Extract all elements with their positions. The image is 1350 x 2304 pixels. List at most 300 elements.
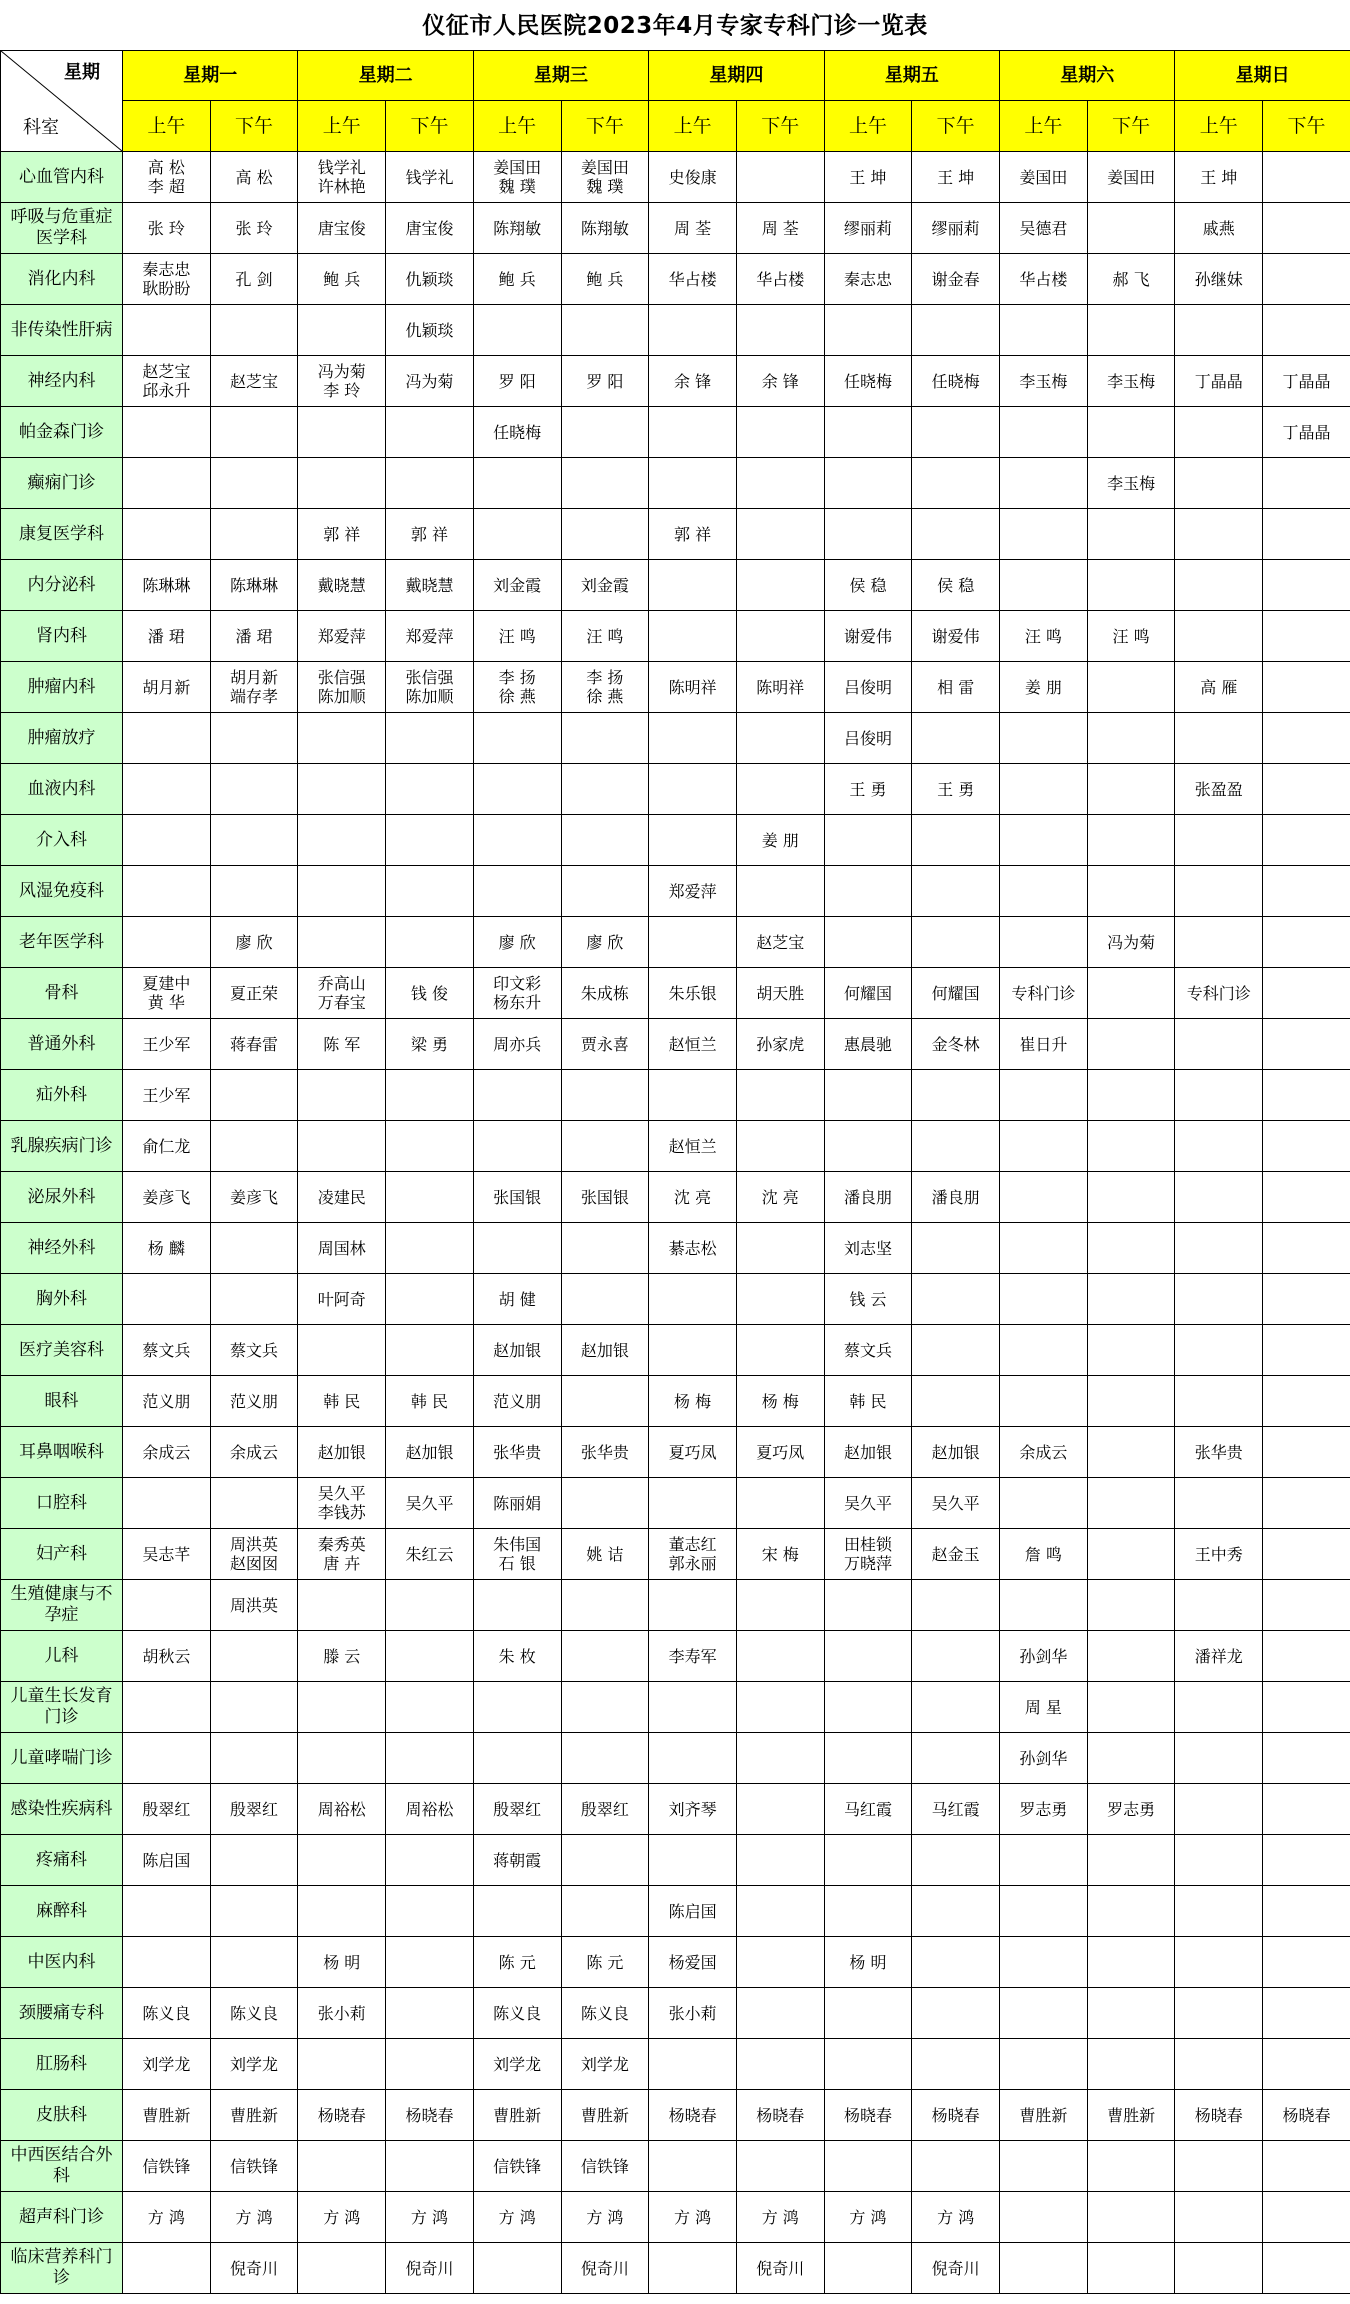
doctor-cell: 陈丽娟: [473, 1478, 561, 1529]
doctor-cell: [912, 305, 1000, 356]
doctor-cell: [824, 1070, 912, 1121]
doctor-cell: [123, 1937, 211, 1988]
department-name: 介入科: [1, 815, 123, 866]
doctor-cell: [912, 1835, 1000, 1886]
doctor-cell: [1175, 2192, 1263, 2243]
doctor-cell: [736, 509, 824, 560]
doctor-cell: [1087, 1427, 1175, 1478]
doctor-cell: [1175, 1886, 1263, 1937]
doctor-cell: [1263, 1682, 1350, 1733]
doctor-cell: [1263, 560, 1350, 611]
doctor-cell: [386, 1070, 474, 1121]
department-name: 临床营养科门诊: [1, 2243, 123, 2294]
doctor-cell: 张小莉: [649, 1988, 737, 2039]
doctor-cell: [473, 1070, 561, 1121]
doctor-cell: [1087, 509, 1175, 560]
doctor-cell: [1087, 1835, 1175, 1886]
doctor-cell: 李寿军: [649, 1631, 737, 1682]
doctor-cell: [824, 1886, 912, 1937]
doctor-cell: [1175, 1835, 1263, 1886]
department-name: 康复医学科: [1, 509, 123, 560]
doctor-cell: [561, 1121, 649, 1172]
doctor-cell: [1000, 2141, 1088, 2192]
afternoon-header: 下午: [736, 101, 824, 152]
doctor-cell: [210, 1886, 298, 1937]
doctor-cell: [386, 1172, 474, 1223]
department-name: 血液内科: [1, 764, 123, 815]
doctor-cell: [824, 1682, 912, 1733]
doctor-cell: 郑爱萍: [649, 866, 737, 917]
doctor-cell: [473, 509, 561, 560]
doctor-cell: [736, 1274, 824, 1325]
doctor-cell: 陈义良: [210, 1988, 298, 2039]
doctor-cell: 曹胜新: [210, 2090, 298, 2141]
doctor-cell: 张华贵: [561, 1427, 649, 1478]
department-name: 口腔科: [1, 1478, 123, 1529]
doctor-cell: [1000, 1580, 1088, 1631]
doctor-cell: [912, 1631, 1000, 1682]
doctor-cell: [210, 713, 298, 764]
doctor-cell: [561, 407, 649, 458]
department-name: 内分泌科: [1, 560, 123, 611]
doctor-cell: 杨 梅: [736, 1376, 824, 1427]
doctor-cell: [561, 1070, 649, 1121]
doctor-cell: 周国林: [298, 1223, 386, 1274]
doctor-cell: [1087, 560, 1175, 611]
department-name: 儿童哮喘门诊: [1, 1733, 123, 1784]
doctor-cell: 潘良朋: [824, 1172, 912, 1223]
morning-header: 上午: [824, 101, 912, 152]
doctor-cell: 谢金春: [912, 254, 1000, 305]
doctor-cell: [123, 305, 211, 356]
doctor-cell: 朱乐银: [649, 968, 737, 1019]
doctor-cell: 张华贵: [1175, 1427, 1263, 1478]
doctor-cell: [298, 1121, 386, 1172]
doctor-cell: 韩 民: [298, 1376, 386, 1427]
doctor-cell: [123, 1733, 211, 1784]
doctor-cell: 罗 阳: [473, 356, 561, 407]
doctor-cell: [1087, 1019, 1175, 1070]
doctor-cell: [649, 1070, 737, 1121]
doctor-cell: [1087, 815, 1175, 866]
corner-dept-label: 科室: [23, 117, 59, 138]
doctor-cell: [1263, 1784, 1350, 1835]
doctor-cell: [1263, 2243, 1350, 2294]
doctor-cell: [824, 2141, 912, 2192]
doctor-cell: [1175, 560, 1263, 611]
doctor-cell: [1087, 1121, 1175, 1172]
department-row: [1, 1580, 1350, 1631]
doctor-cell: 赵加银: [912, 1427, 1000, 1478]
doctor-cell: [824, 407, 912, 458]
doctor-cell: [210, 407, 298, 458]
doctor-cell: 王少军: [123, 1019, 211, 1070]
department-name: 疝外科: [1, 1070, 123, 1121]
doctor-cell: [736, 1580, 824, 1631]
doctor-cell: 马红霞: [912, 1784, 1000, 1835]
doctor-cell: 赵加银: [298, 1427, 386, 1478]
doctor-cell: [123, 509, 211, 560]
doctor-cell: [123, 1682, 211, 1733]
doctor-cell: [1263, 509, 1350, 560]
doctor-cell: 乔高山 万春宝: [298, 968, 386, 1019]
doctor-cell: 吴志芊: [123, 1529, 211, 1580]
doctor-cell: 张华贵: [473, 1427, 561, 1478]
doctor-cell: [1263, 203, 1350, 254]
doctor-cell: 赵加银: [561, 1325, 649, 1376]
doctor-cell: 倪奇川: [561, 2243, 649, 2294]
doctor-cell: [473, 866, 561, 917]
doctor-cell: [1175, 1478, 1263, 1529]
doctor-cell: [386, 2141, 474, 2192]
doctor-cell: [1000, 1988, 1088, 2039]
doctor-cell: [298, 1682, 386, 1733]
doctor-cell: [649, 764, 737, 815]
doctor-cell: 姜 朋: [1000, 662, 1088, 713]
morning-header: 上午: [1000, 101, 1088, 152]
doctor-cell: 蔡文兵: [210, 1325, 298, 1376]
doctor-cell: 夏巧凤: [649, 1427, 737, 1478]
doctor-cell: [1087, 2039, 1175, 2090]
doctor-cell: [1263, 1580, 1350, 1631]
department-name: 眼科: [1, 1376, 123, 1427]
doctor-cell: 杨晓春: [912, 2090, 1000, 2141]
department-row: [1, 1223, 1350, 1274]
doctor-cell: [1175, 458, 1263, 509]
doctor-cell: 陈启国: [123, 1835, 211, 1886]
doctor-cell: [298, 2141, 386, 2192]
doctor-cell: [473, 1121, 561, 1172]
doctor-cell: [736, 713, 824, 764]
doctor-cell: 方 鸿: [123, 2192, 211, 2243]
doctor-cell: 谢爱伟: [824, 611, 912, 662]
doctor-cell: [912, 815, 1000, 866]
doctor-cell: 秦志忠: [824, 254, 912, 305]
doctor-cell: 姜国田: [1000, 152, 1088, 203]
doctor-cell: 史俊康: [649, 152, 737, 203]
doctor-cell: 朱 枚: [473, 1631, 561, 1682]
doctor-cell: [123, 713, 211, 764]
doctor-cell: 任晓梅: [912, 356, 1000, 407]
doctor-cell: [649, 1733, 737, 1784]
doctor-cell: [736, 1784, 824, 1835]
doctor-cell: 殷翠红: [210, 1784, 298, 1835]
doctor-cell: [1175, 1376, 1263, 1427]
doctor-cell: [1263, 1223, 1350, 1274]
doctor-cell: 姜 朋: [736, 815, 824, 866]
doctor-cell: 方 鸿: [210, 2192, 298, 2243]
doctor-cell: [561, 1835, 649, 1886]
department-row: [1, 1733, 1350, 1784]
department-name: 普通外科: [1, 1019, 123, 1070]
doctor-cell: [1175, 713, 1263, 764]
doctor-cell: [210, 1070, 298, 1121]
doctor-cell: [1087, 1529, 1175, 1580]
doctor-cell: [1263, 152, 1350, 203]
doctor-cell: [1175, 1172, 1263, 1223]
doctor-cell: [123, 1580, 211, 1631]
doctor-cell: [1000, 1937, 1088, 1988]
doctor-cell: [473, 713, 561, 764]
doctor-cell: [1263, 662, 1350, 713]
doctor-cell: [473, 815, 561, 866]
doctor-cell: [1263, 254, 1350, 305]
doctor-cell: [824, 866, 912, 917]
doctor-cell: 周 荃: [736, 203, 824, 254]
doctor-cell: [912, 1733, 1000, 1784]
doctor-cell: 贾永喜: [561, 1019, 649, 1070]
doctor-cell: [1175, 1682, 1263, 1733]
doctor-cell: [298, 305, 386, 356]
doctor-cell: 专科门诊: [1000, 968, 1088, 1019]
doctor-cell: 王 勇: [912, 764, 1000, 815]
doctor-cell: [1087, 1223, 1175, 1274]
department-name: 泌尿外科: [1, 1172, 123, 1223]
doctor-cell: 詹 鸣: [1000, 1529, 1088, 1580]
doctor-cell: 廖 欣: [210, 917, 298, 968]
department-row: [1, 407, 1350, 458]
doctor-cell: 信铁锋: [123, 2141, 211, 2192]
doctor-cell: [736, 1733, 824, 1784]
doctor-cell: 陈义良: [123, 1988, 211, 2039]
doctor-cell: [1000, 509, 1088, 560]
doctor-cell: [1000, 407, 1088, 458]
department-row: [1, 458, 1350, 509]
doctor-cell: [1175, 407, 1263, 458]
doctor-cell: [210, 458, 298, 509]
doctor-cell: [561, 1733, 649, 1784]
doctor-cell: 惠晨驰: [824, 1019, 912, 1070]
doctor-cell: [736, 2039, 824, 2090]
department-row: [1, 1427, 1350, 1478]
doctor-cell: [473, 1682, 561, 1733]
doctor-cell: 钱学礼: [386, 152, 474, 203]
doctor-cell: 郭 祥: [649, 509, 737, 560]
doctor-cell: [1263, 1529, 1350, 1580]
doctor-cell: 王 坤: [1175, 152, 1263, 203]
doctor-cell: 朱红云: [386, 1529, 474, 1580]
doctor-cell: [1087, 968, 1175, 1019]
doctor-cell: [649, 1478, 737, 1529]
doctor-cell: [1000, 1121, 1088, 1172]
morning-header: 上午: [649, 101, 737, 152]
doctor-cell: 潘良朋: [912, 1172, 1000, 1223]
doctor-cell: 周 星: [1000, 1682, 1088, 1733]
doctor-cell: [298, 407, 386, 458]
doctor-cell: [1087, 203, 1175, 254]
department-name: 非传染性肝病: [1, 305, 123, 356]
doctor-cell: 韩 民: [386, 1376, 474, 1427]
doctor-cell: 缪丽莉: [824, 203, 912, 254]
doctor-cell: [1000, 1274, 1088, 1325]
doctor-cell: 张信强 陈加顺: [298, 662, 386, 713]
doctor-cell: [386, 1631, 474, 1682]
doctor-cell: [1000, 2192, 1088, 2243]
doctor-cell: 姜彦飞: [123, 1172, 211, 1223]
doctor-cell: [1087, 1580, 1175, 1631]
doctor-cell: [1087, 305, 1175, 356]
doctor-cell: [561, 1580, 649, 1631]
day-header: 星期四: [649, 51, 824, 101]
doctor-cell: [386, 1274, 474, 1325]
doctor-cell: 陈琳琳: [123, 560, 211, 611]
doctor-cell: [1263, 1121, 1350, 1172]
doctor-cell: 华占楼: [1000, 254, 1088, 305]
department-row: [1, 1478, 1350, 1529]
doctor-cell: [123, 815, 211, 866]
doctor-cell: 秦秀英 唐 卉: [298, 1529, 386, 1580]
doctor-cell: [736, 1886, 824, 1937]
doctor-cell: [1263, 968, 1350, 1019]
doctor-cell: 谢爱伟: [912, 611, 1000, 662]
doctor-cell: 廖 欣: [561, 917, 649, 968]
doctor-cell: 廖 欣: [473, 917, 561, 968]
afternoon-header: 下午: [912, 101, 1000, 152]
doctor-cell: [736, 458, 824, 509]
doctor-cell: [386, 1835, 474, 1886]
doctor-cell: 陈 元: [561, 1937, 649, 1988]
doctor-cell: [298, 2243, 386, 2294]
doctor-cell: 信铁锋: [210, 2141, 298, 2192]
doctor-cell: [824, 1580, 912, 1631]
doctor-cell: [1000, 1325, 1088, 1376]
department-row: [1, 1937, 1350, 1988]
doctor-cell: [473, 458, 561, 509]
doctor-cell: 沈 亮: [649, 1172, 737, 1223]
doctor-cell: 殷翠红: [473, 1784, 561, 1835]
doctor-cell: [912, 2039, 1000, 2090]
doctor-cell: [561, 1223, 649, 1274]
doctor-cell: 姚 诘: [561, 1529, 649, 1580]
doctor-cell: [736, 1478, 824, 1529]
doctor-cell: 方 鸿: [298, 2192, 386, 2243]
day-header: 星期五: [824, 51, 999, 101]
doctor-cell: [649, 407, 737, 458]
doctor-cell: 吕俊明: [824, 713, 912, 764]
day-header: 星期二: [298, 51, 473, 101]
doctor-cell: [1175, 611, 1263, 662]
doctor-cell: [912, 1682, 1000, 1733]
doctor-cell: [736, 1121, 824, 1172]
doctor-cell: [1087, 1478, 1175, 1529]
doctor-cell: [561, 1376, 649, 1427]
doctor-cell: [1263, 1733, 1350, 1784]
doctor-cell: [1000, 1070, 1088, 1121]
doctor-cell: [912, 407, 1000, 458]
doctor-cell: 刘学龙: [123, 2039, 211, 2090]
doctor-cell: 周裕松: [386, 1784, 474, 1835]
doctor-cell: [1175, 1937, 1263, 1988]
doctor-cell: [123, 1886, 211, 1937]
doctor-cell: 韩 民: [824, 1376, 912, 1427]
department-row: [1, 917, 1350, 968]
doctor-cell: 杨晓春: [386, 2090, 474, 2141]
doctor-cell: [1175, 1325, 1263, 1376]
doctor-cell: 周洪英: [210, 1580, 298, 1631]
doctor-cell: [210, 1937, 298, 1988]
doctor-cell: 崔日升: [1000, 1019, 1088, 1070]
doctor-cell: [912, 866, 1000, 917]
doctor-cell: 任晓梅: [824, 356, 912, 407]
department-row: [1, 2192, 1350, 2243]
doctor-cell: 蒋春雷: [210, 1019, 298, 1070]
doctor-cell: 张国银: [561, 1172, 649, 1223]
doctor-cell: 赵芝宝 邱永升: [123, 356, 211, 407]
doctor-cell: 夏巧凤: [736, 1427, 824, 1478]
day-header: 星期日: [1175, 51, 1350, 101]
doctor-cell: [1000, 764, 1088, 815]
department-row: [1, 2243, 1350, 2294]
department-name: 疼痛科: [1, 1835, 123, 1886]
doctor-cell: 周亦兵: [473, 1019, 561, 1070]
doctor-cell: [298, 458, 386, 509]
doctor-cell: [824, 305, 912, 356]
department-name: 风湿免疫科: [1, 866, 123, 917]
doctor-cell: 钱 云: [824, 1274, 912, 1325]
doctor-cell: [298, 1325, 386, 1376]
doctor-cell: [1175, 509, 1263, 560]
doctor-cell: [736, 1325, 824, 1376]
doctor-cell: [912, 458, 1000, 509]
doctor-cell: [912, 1325, 1000, 1376]
doctor-cell: 倪奇川: [210, 2243, 298, 2294]
doctor-cell: [386, 407, 474, 458]
doctor-cell: [561, 509, 649, 560]
doctor-cell: [473, 1733, 561, 1784]
doctor-cell: 丁晶晶: [1263, 407, 1350, 458]
doctor-cell: 郝 飞: [1087, 254, 1175, 305]
doctor-cell: [912, 1886, 1000, 1937]
doctor-cell: [1000, 560, 1088, 611]
doctor-cell: [1000, 458, 1088, 509]
department-row: [1, 1835, 1350, 1886]
doctor-cell: [1000, 866, 1088, 917]
doctor-cell: [649, 815, 737, 866]
department-row: [1, 1019, 1350, 1070]
doctor-cell: [1087, 2243, 1175, 2294]
doctor-cell: [1263, 2141, 1350, 2192]
doctor-cell: [649, 917, 737, 968]
doctor-cell: [473, 1223, 561, 1274]
doctor-cell: [1263, 1325, 1350, 1376]
doctor-cell: [824, 917, 912, 968]
doctor-cell: [736, 407, 824, 458]
doctor-cell: 刘金霞: [561, 560, 649, 611]
doctor-cell: [561, 458, 649, 509]
doctor-cell: 罗 阳: [561, 356, 649, 407]
doctor-cell: 吴久平: [824, 1478, 912, 1529]
doctor-cell: [649, 2039, 737, 2090]
doctor-cell: [1000, 305, 1088, 356]
doctor-cell: [1000, 1478, 1088, 1529]
doctor-cell: [912, 1937, 1000, 1988]
doctor-cell: [649, 560, 737, 611]
doctor-cell: [1263, 611, 1350, 662]
doctor-cell: [298, 713, 386, 764]
doctor-cell: [210, 305, 298, 356]
department-name: 皮肤科: [1, 2090, 123, 2141]
doctor-cell: 李 扬 徐 燕: [473, 662, 561, 713]
doctor-cell: [561, 1274, 649, 1325]
doctor-cell: 吕俊明: [824, 662, 912, 713]
doctor-cell: 殷翠红: [561, 1784, 649, 1835]
doctor-cell: 郑爱萍: [386, 611, 474, 662]
doctor-cell: [1000, 815, 1088, 866]
doctor-cell: 曹胜新: [123, 2090, 211, 2141]
doctor-cell: [386, 458, 474, 509]
doctor-cell: [561, 1631, 649, 1682]
doctor-cell: 王 坤: [824, 152, 912, 203]
